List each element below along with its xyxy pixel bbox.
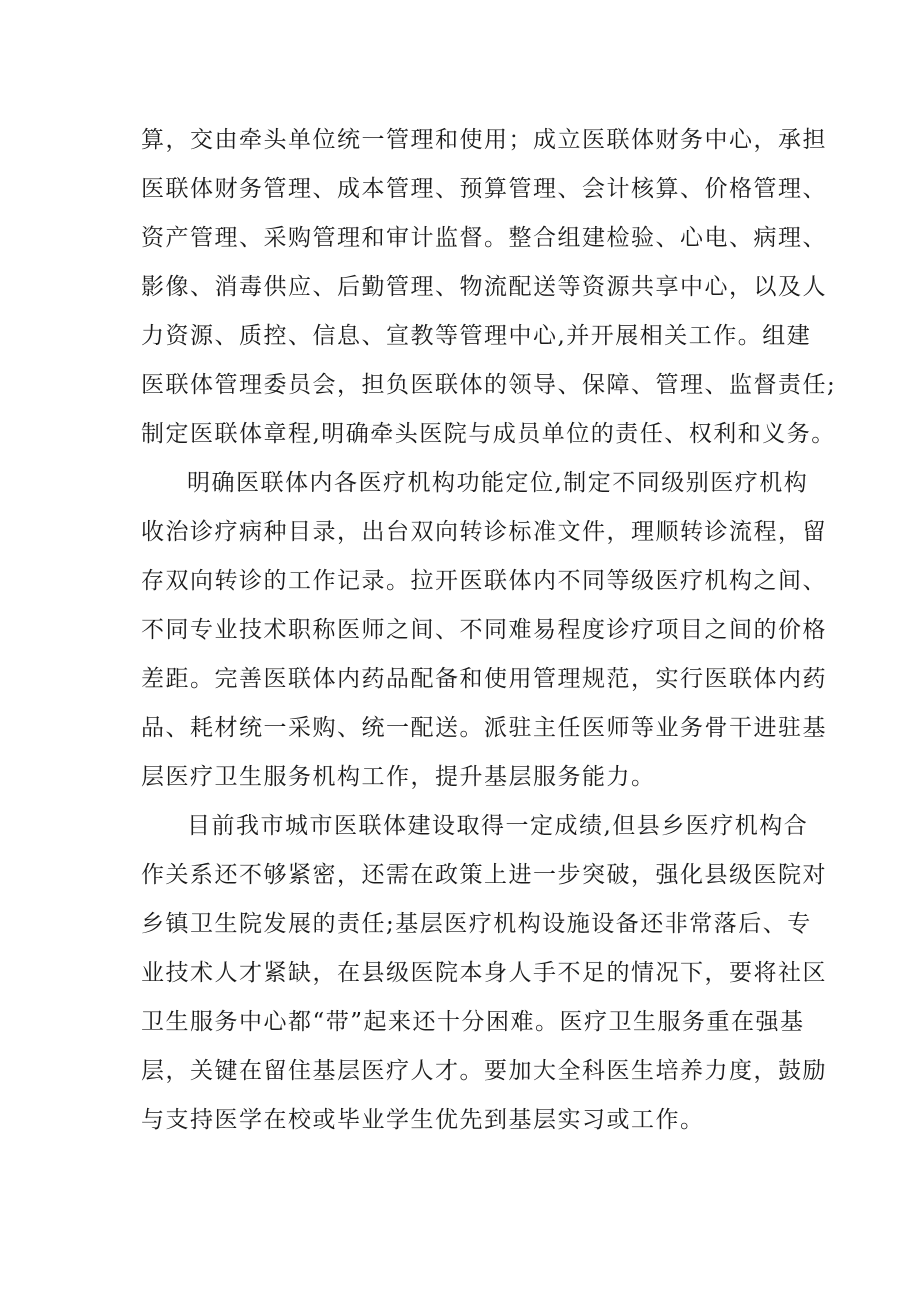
paragraph-2-line-3: 存双向转诊的工作记录。拉开医联体内不同等级医疗机构之间、 — [141, 568, 827, 594]
paragraph-2-line-2: 收治诊疗病种目录，出台双向转诊标准文件，理顺转诊流程，留 — [141, 519, 827, 545]
paragraph-3-line-5: 卫生服务中心都“带”起来还十分困难。医疗卫生服务重在强基 — [141, 1009, 805, 1035]
paragraph-3-line-6: 层，关键在留住基层医疗人才。要加大全科医生培养力度，鼓励 — [141, 1058, 827, 1084]
paragraph-2-line-1: 明确医联体内各医疗机构功能定位,制定不同级别医疗机构 — [187, 470, 809, 496]
paragraph-1-line-3: 资产管理、采购管理和审计监督。整合组建检验、心电、病理、 — [141, 225, 827, 251]
paragraph-3-line-3: 乡镇卫生院发展的责任;基层医疗机构设施设备还非常落后、专 — [141, 911, 812, 937]
paragraph-1-line-5: 力资源、质控、信息、宣教等管理中心,并开展相关工作。组建 — [141, 323, 812, 349]
paragraph-3-line-7: 与支持医学在校或毕业学生优先到基层实习或工作。 — [141, 1107, 705, 1133]
paragraph-1-line-2: 医联体财务管理、成本管理、预算管理、会计核算、价格管理、 — [141, 176, 827, 202]
paragraph-2-line-6: 品、耗材统一采购、统一配送。派驻主任医师等业务骨干进驻基 — [141, 715, 827, 741]
paragraph-3-line-1: 目前我市城市医联体建设取得一定成绩,但县乡医疗机构合 — [187, 813, 809, 839]
document-body — [141, 116, 837, 1145]
paragraph-1-line-4: 影像、消毒供应、后勤管理、物流配送等资源共享中心，以及人 — [141, 274, 827, 300]
paragraph-1-line-7: 制定医联体章程,明确牵头医院与成员单位的责任、权利和义务。 — [141, 421, 836, 447]
paragraph-2-line-5: 差距。完善医联体内药品配备和使用管理规范，实行医联体内药 — [141, 666, 827, 692]
paragraph-1-line-6: 医联体管理委员会，担负医联体的领导、保障、管理、监督责任; — [141, 372, 837, 398]
paragraph-3-line-2: 作关系还不够紧密，还需在政策上进一步突破，强化县级医院对 — [141, 862, 827, 888]
paragraph-2-line-4: 不同专业技术职称医师之间、不同难易程度诊疗项目之间的价格 — [141, 617, 827, 643]
paragraph-3-line-4: 业技术人才紧缺，在县级医院本身人手不足的情况下，要将社区 — [141, 960, 827, 986]
paragraph-1-line-1: 算，交由牵头单位统一管理和使用；成立医联体财务中心，承担 — [141, 127, 827, 153]
paragraph-2-line-7: 层医疗卫生服务机构工作，提升基层服务能力。 — [141, 764, 656, 790]
